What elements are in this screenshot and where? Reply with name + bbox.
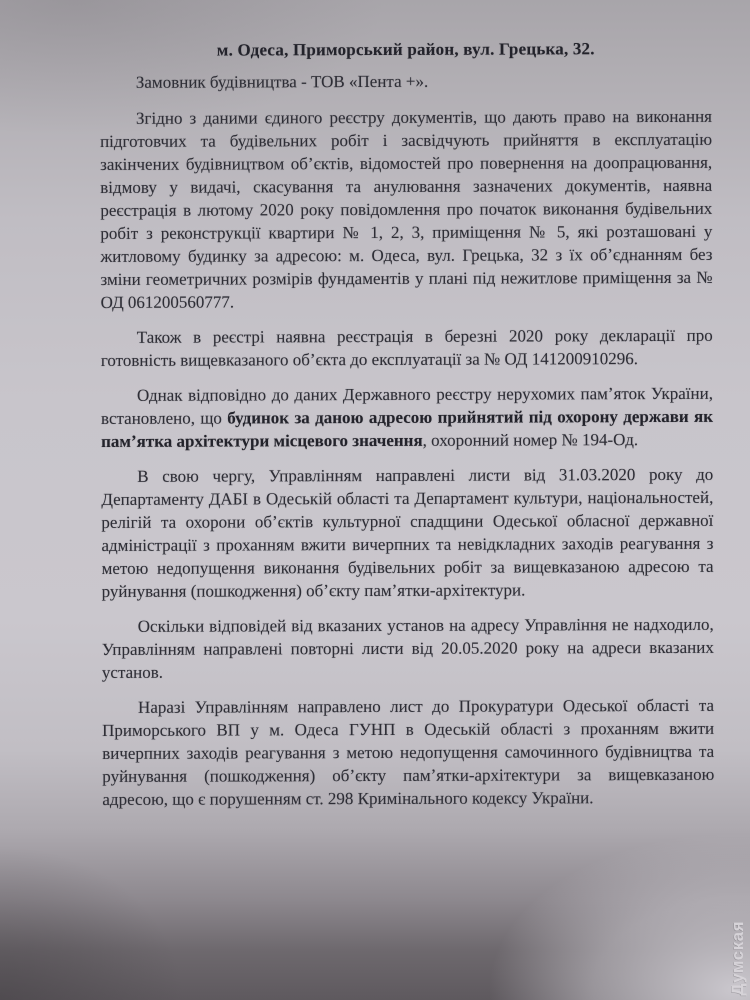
- paragraph-registry-construction-start: Згідно з даними єдиного реєстру документів, що дають право на виконання підготовчих та будівельних робіт і засвідчують прийняття в експлуатацію закінчених будівництвом об’єктів, відомостей про повернення на доопрацювання, відмову у видачі, скасування та анулювання зазначених документів, наявна реєстрація в лютому 2020 року повідомлення про початок виконання будівельних робіт з реконструкції квартири № 1, 2, 3, приміщення № 5, які розташовані у житловому будинку за адресою: м. Одеса, вул. Грецька, 32 з їх об’єднанням без зміни геометричних розмірів фундаментів у плані під нежитлове приміщення за № ОД 061200560777.: [100, 106, 713, 312]
- document-title: м. Одеса, Приморський район, вул. Грецька, 32.: [216, 39, 595, 60]
- customer-line: Замовник будівництва - ТОВ «Пента +».: [135, 71, 429, 92]
- monument-status-text-pre: Однак відповідно до даних Державного реєстру нерухомих пам’яток України, встановлено, що: [100, 383, 713, 428]
- watermark-dumskaya: Думская: [728, 921, 747, 996]
- paragraph-registry-declaration: Також в реєстрі наявна реєстрація в березні 2020 року декларації про готовність вищевказаного об’єкта до експлуатації за № ОД 141200910296.: [100, 325, 713, 370]
- monument-status-bold-emphasis: будинок за даною адресою прийнятий під охорону держави як пам’ятка архітектури місцевого значення: [101, 406, 714, 451]
- paragraph-monument-status: [101, 382, 713, 453]
- paragraph-repeat-letters: Оскільки відповідей від вказаних установ на адресу Управління не надходило, Управлінням направлені повторні листи від 20.05.2020 року на адреси вказаних установ.: [101, 614, 714, 682]
- paragraph-prosecutor-letter: Наразі Управлінням направлено лист до Прокуратури Одеської області та Приморського ВП у м. Одеса ГУНП в Одеській області з проханням вжити вичерпних заходів реагування з метою недопущення самочинного будівництва та руйнування (пошкодження) об’єкту пам’ятки-архітектури за вищевказаною адресою, що є порушенням ст. 298 Кримінального кодексу України.: [102, 695, 715, 809]
- monument-status-text-post: , охоронний номер № 194-Од.: [422, 430, 639, 450]
- paragraph-letters-sent: В свою чергу, Управлінням направлені листи від 31.03.2020 року до Департаменту ДАБІ в Одеській області та Департамент культури, національностей, релігій та охорони об’єктів культурної спадщини Одеської обласної державної адміністрації з проханням вжити вичерпних та невідкладних заходів реагування з метою недопущення виконання будівельних робіт за вищевказаною адресою та руйнування (пошкодження) об’єкту пам’ятки-архітектури.: [101, 464, 714, 601]
